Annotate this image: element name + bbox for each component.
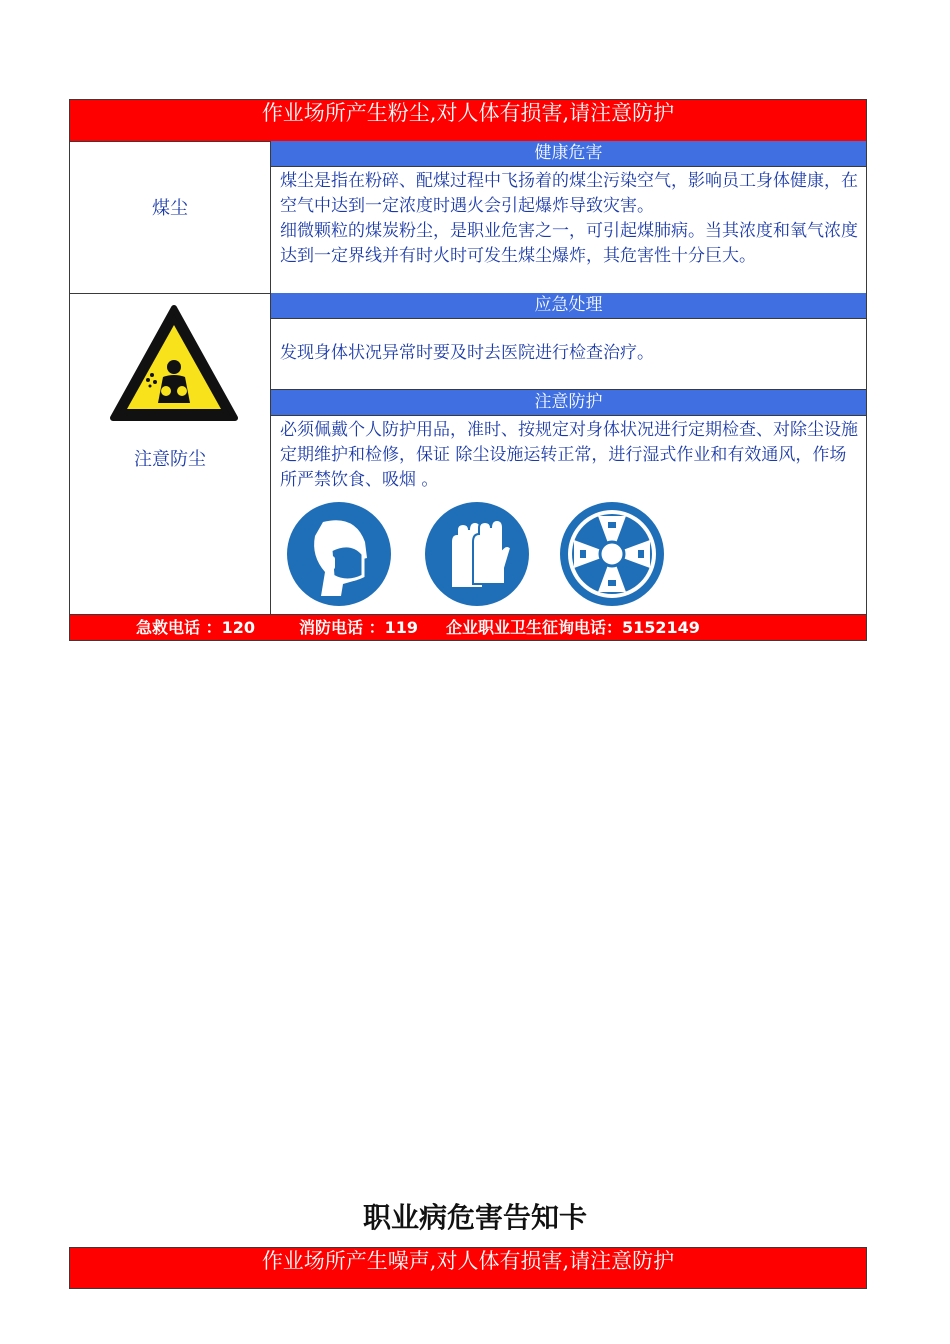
- protection-text: 必须佩戴个人防护用品，准时、按规定对身体状况进行定期检查、对除尘设施定期维护和检修，保证 除尘设施运转正常，进行湿式作业和有效通风，作场所严禁饮食、吸烟 。: [280, 420, 858, 490]
- respirator-mask-icon: [285, 500, 393, 608]
- first-aid-phone: 急救电话 ：120: [136, 618, 255, 637]
- dust-warning-triangle-icon: [108, 303, 240, 425]
- fire-phone: 消防电话 ：119: [299, 618, 418, 637]
- page-title: 职业病危害告知卡: [362, 1201, 587, 1234]
- card-banner: 作业场所产生粉尘,对人体有损害,请注意防护: [70, 100, 866, 142]
- hazard-card-dust: [69, 99, 867, 641]
- column-divider: [270, 141, 271, 615]
- occupational-health-phone: 企业职业卫生征询电话：5152149: [446, 618, 700, 637]
- ventilation-fan-icon: [558, 500, 666, 608]
- health-hazard-heading: 健康危害: [271, 141, 866, 167]
- protection-heading: 注意防护: [271, 390, 866, 416]
- hazard-name: 煤尘: [152, 198, 188, 219]
- hazard-card-noise: [69, 1247, 867, 1289]
- protective-gloves-icon: [423, 500, 531, 608]
- health-hazard-text: 煤尘是指在粉碎、配煤过程中飞扬着的煤尘污染空气，影响员工身体健康，在空气中达到一定浓度时遇火会引起爆炸导致灾害。 细微颗粒的煤炭粉尘，是职业危害之一，可引起煤肺病。当其浓度和氧气浓度达到一定界线并有时火时可发生煤尘爆炸，其危害性十分巨大。: [280, 171, 858, 266]
- card-banner: 作业场所产生噪声,对人体有损害,请注意防护: [70, 1248, 866, 1288]
- emergency-text: 发现身体状况异常时要及时去医院进行检查治疗。: [280, 343, 654, 363]
- warning-label: 注意防尘: [134, 449, 206, 470]
- emergency-heading: 应急处理: [271, 293, 866, 319]
- emergency-contacts-footer: [70, 614, 866, 640]
